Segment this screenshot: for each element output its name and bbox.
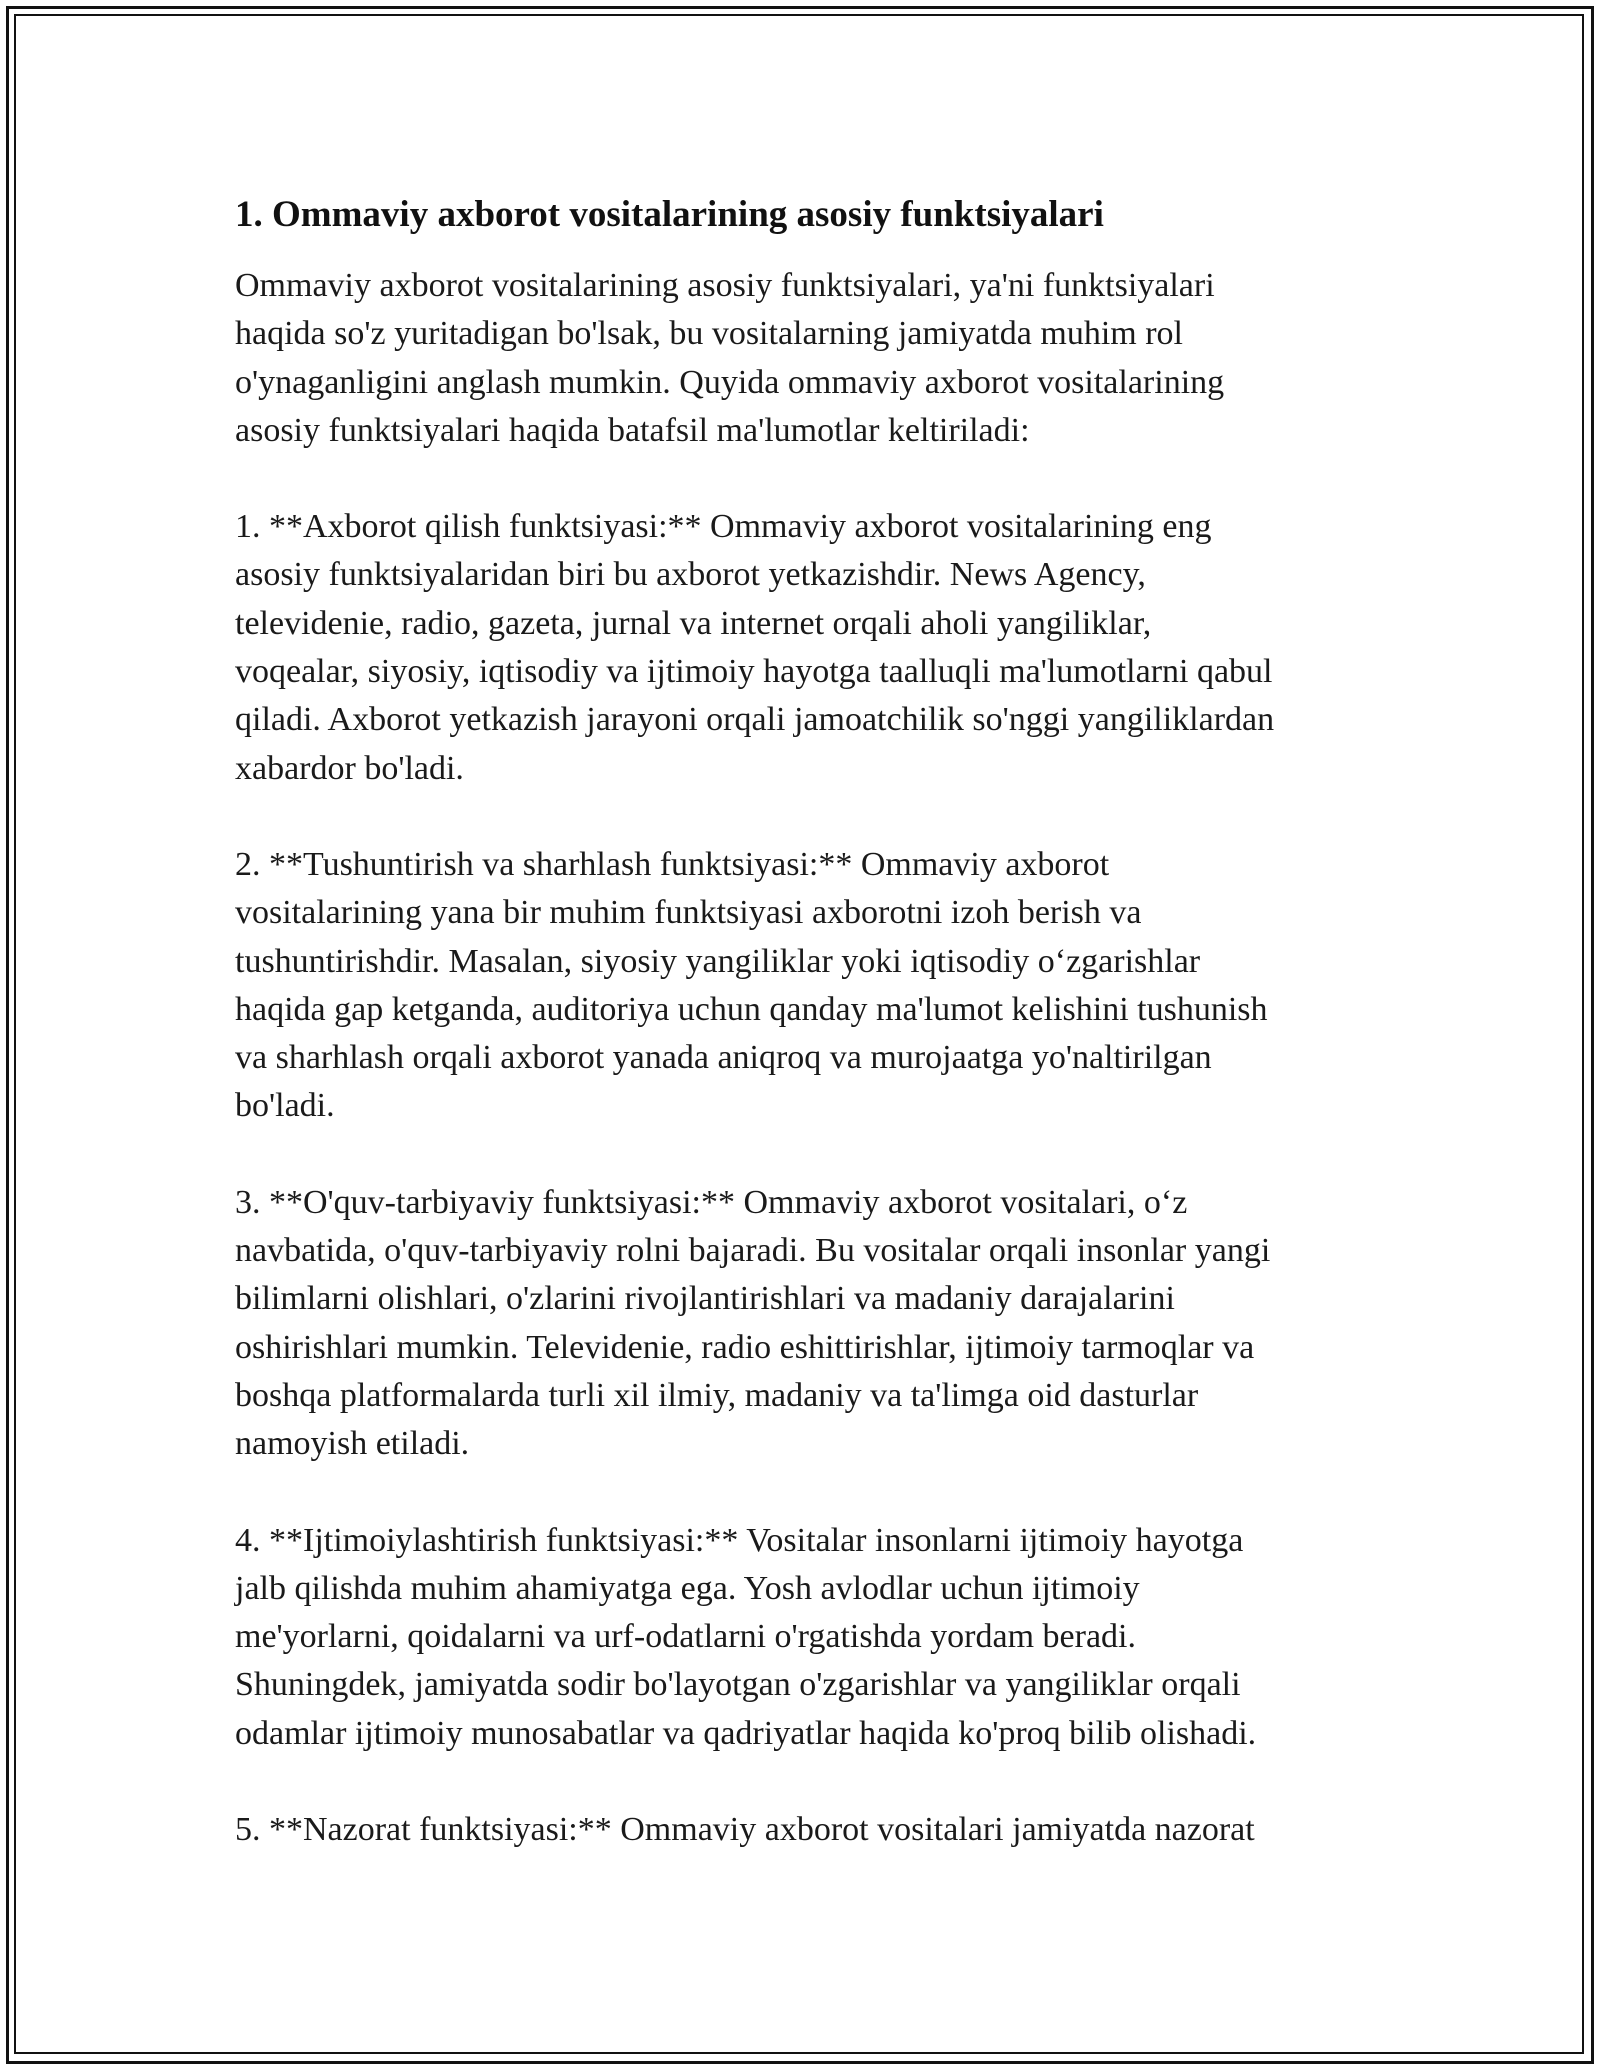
paragraph-socialization-function: 4. **Ijtimoiylashtirish funktsiyasi:** Vositalar insonlarni ijtimoiy hayotga jalb qilishda muhim ahamiyatga ega. Yosh avlodlar uchun ijtimoiy me'yorlarni, qoidalarni va urf-odatlarni o'rgatishda yordam beradi. Shuningdek, jamiyatda sodir bo'layotgan o'zgarishlar va yangiliklar orqali odamlar ijtimoiy munosabatlar va qadriyatlar haqida ko'proq bilib olishadi. — [235, 1521, 1257, 1752]
document-title: 1. Ommaviy axborot vositalarining asosiy funktsiyalari — [235, 194, 1104, 235]
paragraph-control-function: 5. **Nazorat funktsiyasi:** Ommaviy axborot vositalari jamiyatda nazorat — [235, 1811, 1255, 1849]
paragraph-educational-function: 3. **O'quv-tarbiyaviy funktsiyasi:** Ommaviy axborot vositalari, o‘z navbatida, o'quv-tarbiyaviy rolni bajaradi. Bu vositalar orqali insonlar yangi bilimlarni olishlari, o'zlarini rivojlantirishlari va madaniy darajalarini oshirishlari mumkin. Televidenie, radio eshittirishlar, ijtimoiy tarmoqlar va boshqa platformalarda turli xil ilmiy, madaniy va ta'limga oid dasturlar namoyish etiladi. — [235, 1183, 1271, 1463]
document-page — [235, 185, 1365, 1902]
paragraph-explanation-function: 2. **Tushuntirish va sharhlash funktsiyasi:** Ommaviy axborot vositalarining yana bir muhim funktsiyasi axborotni izoh berish va tushuntirishdir. Masalan, siyosiy yangiliklar yoki iqtisodiy o‘zgarishlar haqida gap ketganda, auditoriya uchun qanday ma'lumot kelishini tushunish va sharhlash orqali axborot yanada aniqroq va murojaatga yo'naltirilgan bo'ladi. — [235, 845, 1268, 1125]
paragraph-information-function: 1. **Axborot qilish funktsiyasi:** Ommaviy axborot vositalarining eng asosiy funktsiyalaridan biri bu axborot yetkazishdir. News Agency, televidenie, radio, gazeta, jurnal va internet orqali aholi yangiliklar, voqealar, siyosiy, iqtisodiy va ijtimoiy hayotga taalluqli ma'lumotlarni qabul qiladi. Axborot yetkazish jarayoni orqali jamoatchilik so'nggi yangiliklardan xabardor bo'ladi. — [235, 508, 1275, 787]
intro-paragraph: Ommaviy axborot vositalarining asosiy funktsiyalari, ya'ni funktsiyalari haqida so'z yuritadigan bo'lsak, bu vositalarning jamiyatda muhim rol o'ynaganligini anglash mumkin. Quyida ommaviy axborot vositalarining asosiy funktsiyalari haqida batafsil ma'lumotlar keltiriladi: — [235, 267, 1225, 449]
